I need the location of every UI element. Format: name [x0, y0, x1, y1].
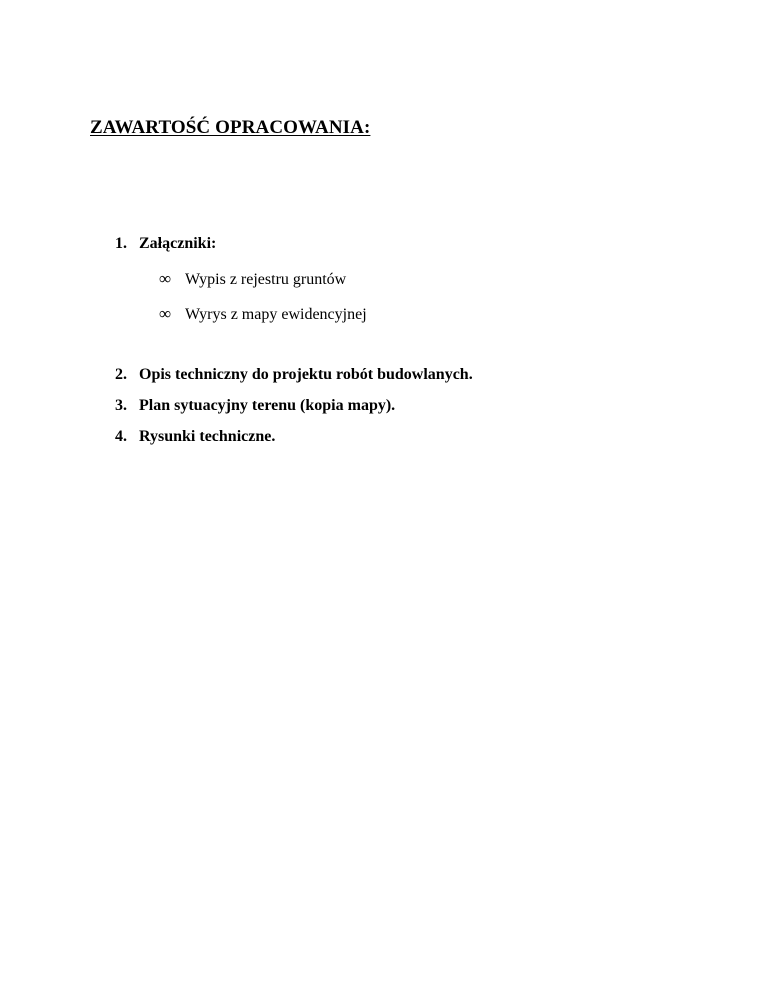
item-number: 2.: [115, 366, 127, 383]
item-number: 3.: [115, 397, 127, 414]
document-title: ZAWARTOŚĆ OPRACOWANIA:: [90, 117, 371, 138]
item-number: 4.: [115, 428, 127, 445]
infinity-bullet-icon: ∞: [159, 269, 172, 288]
subitem-cadastral-map-extract: [159, 304, 367, 324]
subitem-label: Wypis z rejestru gruntów: [185, 271, 347, 288]
contents-item-attachments: [115, 235, 216, 253]
infinity-bullet-icon: ∞: [159, 304, 172, 323]
subitem-land-register-extract: [159, 269, 346, 289]
subitem-label: Wyrys z mapy ewidencyjnej: [185, 306, 367, 323]
item-label: Rysunki techniczne.: [139, 428, 276, 445]
contents-item-technical-drawings: [115, 428, 275, 446]
contents-item-site-plan: [115, 397, 395, 415]
contents-item-technical-description: [115, 366, 473, 384]
item-label: Plan sytuacyjny terenu (kopia mapy).: [139, 397, 396, 414]
item-number: 1.: [115, 235, 127, 252]
item-label: Opis techniczny do projektu robót budowlanych.: [139, 366, 473, 383]
item-label: Załączniki:: [139, 235, 217, 252]
